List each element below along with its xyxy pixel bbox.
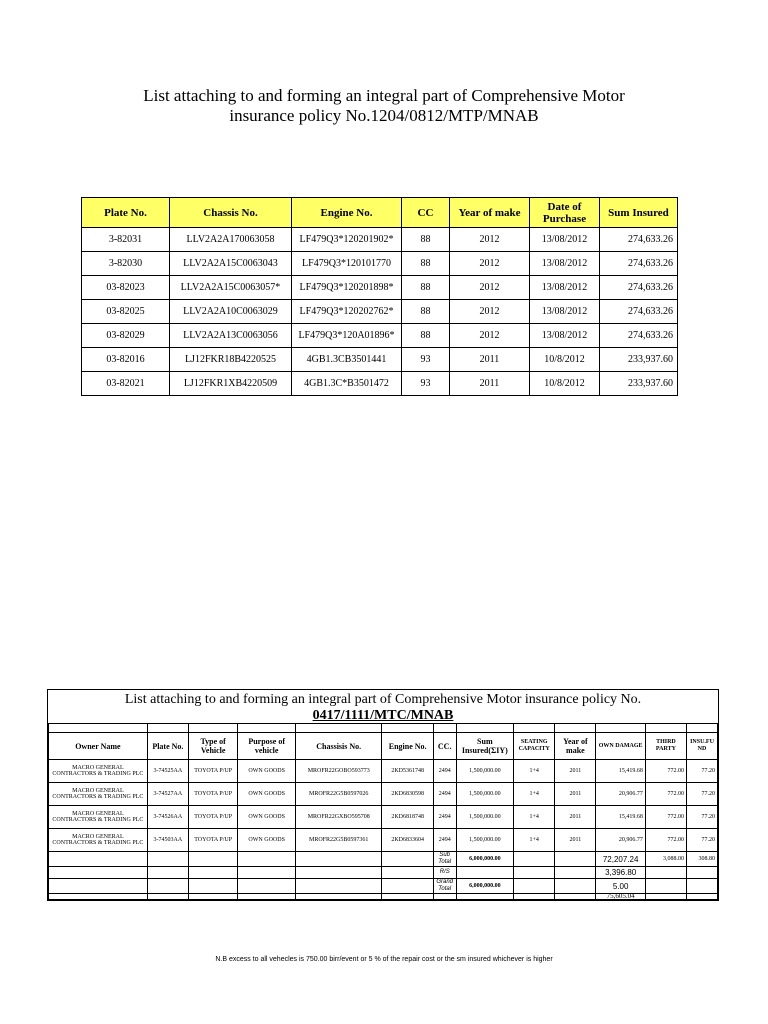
empty-cell	[295, 894, 381, 900]
cell-plate-no: 3-74525AA	[147, 760, 188, 783]
cell-sum-insured: 274,633.26	[600, 324, 678, 348]
header-own-damage: OWN DAMAGE	[596, 733, 645, 760]
empty-cell	[188, 894, 237, 900]
header-insu-fund: INSU.FU ND	[687, 733, 718, 760]
cell-chassis-no: LLV2A2A170063058	[170, 228, 292, 252]
rs-row	[49, 867, 718, 879]
cell-plate-no: 03-82023	[82, 276, 170, 300]
header-plate-no: Plate No.	[147, 733, 188, 760]
empty-cell	[147, 852, 188, 867]
cell-type-of-vehicle: TOYOTA P/UP	[188, 806, 237, 829]
empty-cell	[555, 894, 596, 900]
cell-chassis-no: MROFR22GXBO595708	[295, 806, 381, 829]
subtotal-label: Sub Total	[433, 852, 456, 867]
table-header-row	[49, 733, 718, 760]
cell-sum-insured: 233,937.60	[600, 348, 678, 372]
cell-type-of-vehicle: TOYOTA P/UP	[188, 760, 237, 783]
cell-own-damage: 15,419.68	[596, 760, 645, 783]
empty-cell	[382, 894, 433, 900]
cell-cc: 88	[402, 300, 450, 324]
empty-cell	[555, 867, 596, 879]
empty-cell	[188, 867, 237, 879]
cell-owner-name: MACRO GENERAL CONTRACTORS & TRADING PLC	[49, 829, 148, 852]
cell-insu-fund: 77.20	[687, 806, 718, 829]
table-row	[82, 300, 678, 324]
rs-label: R/S	[433, 867, 456, 879]
cell-sum-insured: 1,500,000.00	[456, 783, 514, 806]
final-total-row	[49, 894, 718, 900]
cell-engine-no: LF479Q3*120201902*	[292, 228, 402, 252]
cell-date-of-purchase: 13/08/2012	[530, 252, 600, 276]
grand-total-row	[49, 879, 718, 894]
policy-2-box	[47, 689, 719, 901]
cell-sum-insured: 1,500,000.00	[456, 806, 514, 829]
cell-purpose-of-vehicle: OWN GOODS	[238, 806, 296, 829]
cell-year-of-make: 2011	[450, 348, 530, 372]
cell-chassis-no: LJ12FKR1XB4220509	[170, 372, 292, 396]
cell-sum-insured: 274,633.26	[600, 228, 678, 252]
empty-cell	[382, 879, 433, 894]
cell-engine-no: 4GB1.3C*B3501472	[292, 372, 402, 396]
cell-sum-insured: 274,633.26	[600, 252, 678, 276]
cell-year-of-make: 2012	[450, 276, 530, 300]
cell-date-of-purchase: 10/8/2012	[530, 348, 600, 372]
excess-footnote: N.B excess to all vehecles is 750.00 birr/event or 5 % of the repair cost or the sm insured whichever is higher	[215, 956, 553, 963]
empty-cell	[147, 894, 188, 900]
cell-owner-name: MACRO GENERAL CONTRACTORS & TRADING PLC	[49, 760, 148, 783]
header-date-of-purchase: Date of Purchase	[530, 198, 600, 228]
cell-insu-fund: 77.20	[687, 829, 718, 852]
empty-cell	[49, 852, 148, 867]
cell-plate-no: 03-82029	[82, 324, 170, 348]
empty-cell	[49, 879, 148, 894]
subtotal-sum-insured: 6,000,000.00	[456, 852, 514, 867]
empty-cell	[238, 867, 296, 879]
cell-seating-capacity: 1+4	[514, 829, 555, 852]
cell-engine-no: 2KD6818748	[382, 806, 433, 829]
cell-seating-capacity: 1+4	[514, 783, 555, 806]
empty-cell	[645, 894, 686, 900]
cell-own-damage: 20,906.77	[596, 829, 645, 852]
cell-type-of-vehicle: TOYOTA P/UP	[188, 829, 237, 852]
cell-engine-no: LF479Q3*120201898*	[292, 276, 402, 300]
cell-date-of-purchase: 13/08/2012	[530, 300, 600, 324]
cell-engine-no: LF479Q3*120A01896*	[292, 324, 402, 348]
empty-cell	[687, 867, 718, 879]
cell-plate-no: 03-82021	[82, 372, 170, 396]
empty-cell	[456, 867, 514, 879]
header-year-of-make: Year of make	[555, 733, 596, 760]
header-engine-no: Engine No.	[382, 733, 433, 760]
cell-cc: 88	[402, 324, 450, 348]
cell-owner-name: MACRO GENERAL CONTRACTORS & TRADING PLC	[49, 806, 148, 829]
header-purpose-of-vehicle: Purpose of vehicle	[238, 733, 296, 760]
policy-1-table-body	[82, 228, 678, 396]
cell-plate-no: 3-74503AA	[147, 829, 188, 852]
cell-cc: 2494	[433, 829, 456, 852]
empty-cell	[514, 867, 555, 879]
cell-engine-no: LF479Q3*120202762*	[292, 300, 402, 324]
cell-seating-capacity: 1+4	[514, 760, 555, 783]
cell-own-damage: 20,906.77	[596, 783, 645, 806]
grand-total-label: Grand Total	[433, 879, 456, 894]
policy-1-title-line1: List attaching to and forming an integral part of Comprehensive Motor	[143, 86, 625, 105]
cell-type-of-vehicle: TOYOTA P/UP	[188, 783, 237, 806]
cell-year-of-make: 2011	[450, 372, 530, 396]
cell-year-of-make: 2011	[555, 806, 596, 829]
cell-date-of-purchase: 13/08/2012	[530, 324, 600, 348]
cell-cc: 88	[402, 276, 450, 300]
cell-own-damage: 15,419.68	[596, 806, 645, 829]
cell-plate-no: 3-74527AA	[147, 783, 188, 806]
header-sum-insured: Sum Insured	[600, 198, 678, 228]
cell-date-of-purchase: 13/08/2012	[530, 228, 600, 252]
header-plate-no: Plate No.	[82, 198, 170, 228]
empty-cell	[555, 879, 596, 894]
empty-cell	[382, 867, 433, 879]
policy-1-vehicle-table	[81, 197, 678, 396]
subtotal-own-damage: 72,207.24	[596, 852, 645, 867]
cell-engine-no: 2KD6830598	[382, 783, 433, 806]
cell-third-party: 772.00	[645, 760, 686, 783]
header-owner-name: Owner Name	[49, 733, 148, 760]
empty-cell	[687, 879, 718, 894]
table-row	[82, 348, 678, 372]
header-cc: CC	[402, 198, 450, 228]
empty-cell	[645, 879, 686, 894]
header-year-of-make: Year of make	[450, 198, 530, 228]
cell-cc: 88	[402, 228, 450, 252]
cell-purpose-of-vehicle: OWN GOODS	[238, 760, 296, 783]
empty-cell	[433, 894, 456, 900]
cell-year-of-make: 2012	[450, 324, 530, 348]
cell-year-of-make: 2011	[555, 760, 596, 783]
empty-cell	[382, 852, 433, 867]
header-cc: CC.	[433, 733, 456, 760]
empty-cell	[555, 852, 596, 867]
cell-cc: 2494	[433, 760, 456, 783]
cell-chassis-no: LLV2A2A15C0063043	[170, 252, 292, 276]
cell-sum-insured: 274,633.26	[600, 276, 678, 300]
cell-chassis-no: MROFR22GOBO593773	[295, 760, 381, 783]
empty-cell	[147, 879, 188, 894]
cell-purpose-of-vehicle: OWN GOODS	[238, 783, 296, 806]
cell-cc: 2494	[433, 806, 456, 829]
cell-purpose-of-vehicle: OWN GOODS	[238, 829, 296, 852]
policy-2-title	[48, 690, 718, 724]
empty-cell	[238, 879, 296, 894]
rs-value: 3,396.80	[596, 867, 645, 879]
table-row	[82, 324, 678, 348]
empty-cell	[295, 867, 381, 879]
cell-chassis-no: LLV2A2A15C0063057*	[170, 276, 292, 300]
cell-year-of-make: 2011	[555, 829, 596, 852]
header-chassis-no: Chassis No.	[170, 198, 292, 228]
cell-engine-no: 4GB1.3CB3501441	[292, 348, 402, 372]
cell-cc: 93	[402, 348, 450, 372]
cell-third-party: 772.00	[645, 806, 686, 829]
policy-1-title-line2: insurance policy No.1204/0812/MTP/MNAB	[229, 106, 539, 125]
cell-chassis-no: LLV2A2A13C0063056	[170, 324, 292, 348]
subtotal-insu-fund: 308.80	[687, 852, 718, 867]
header-third-party: THIRD PARTY	[645, 733, 686, 760]
cell-chassis-no: MROFR22G5B0597026	[295, 783, 381, 806]
table-row	[82, 372, 678, 396]
empty-cell	[645, 867, 686, 879]
cell-plate-no: 03-82025	[82, 300, 170, 324]
cell-chassis-no: LLV2A2A10C0063029	[170, 300, 292, 324]
empty-cell	[147, 867, 188, 879]
empty-cell	[49, 894, 148, 900]
empty-cell	[49, 867, 148, 879]
policy-2-table-body	[49, 724, 718, 900]
cell-plate-no: 3-82030	[82, 252, 170, 276]
cell-year-of-make: 2011	[555, 783, 596, 806]
cell-engine-no: 2KD6833604	[382, 829, 433, 852]
empty-cell	[514, 852, 555, 867]
cell-date-of-purchase: 10/8/2012	[530, 372, 600, 396]
empty-cell	[514, 879, 555, 894]
cell-cc: 2494	[433, 783, 456, 806]
cell-engine-no: 2KD5361748	[382, 760, 433, 783]
empty-cell	[295, 852, 381, 867]
policy-2-number: 0417/1111/MTC/MNAB	[312, 708, 454, 723]
table-row	[49, 829, 718, 852]
grand-total-sum-insured: 6,000,000.00	[456, 879, 514, 894]
header-sum-insured: Sum Insured(ΣΙΥ)	[456, 733, 514, 760]
subtotal-row	[49, 852, 718, 867]
empty-cell	[456, 894, 514, 900]
header-type-of-vehicle: Type of Vehicle	[188, 733, 237, 760]
empty-cell	[188, 879, 237, 894]
table-header-row	[82, 198, 678, 228]
cell-sum-insured: 1,500,000.00	[456, 829, 514, 852]
cell-sum-insured: 274,633.26	[600, 300, 678, 324]
empty-cell	[514, 894, 555, 900]
cell-engine-no: LF479Q3*120101770	[292, 252, 402, 276]
empty-cell	[295, 879, 381, 894]
cell-sum-insured: 1,500,000.00	[456, 760, 514, 783]
cell-year-of-make: 2012	[450, 228, 530, 252]
cell-year-of-make: 2012	[450, 300, 530, 324]
cell-third-party: 772.00	[645, 783, 686, 806]
table-row	[82, 252, 678, 276]
header-chassis-no: Chassisis No.	[295, 733, 381, 760]
table-row	[49, 783, 718, 806]
empty-cell	[687, 894, 718, 900]
cell-chassis-no: MROFR22G5B0597361	[295, 829, 381, 852]
empty-cell	[238, 894, 296, 900]
header-seating-capacity: SEATING CAPACITY	[514, 733, 555, 760]
cell-seating-capacity: 1+4	[514, 806, 555, 829]
table-row	[49, 760, 718, 783]
cell-date-of-purchase: 13/08/2012	[530, 276, 600, 300]
final-total-value: 75,605.04	[596, 894, 645, 900]
cell-cc: 88	[402, 252, 450, 276]
cell-chassis-no: LJ12FKR18B4220525	[170, 348, 292, 372]
table-row	[82, 228, 678, 252]
cell-insu-fund: 77.20	[687, 760, 718, 783]
cell-year-of-make: 2012	[450, 252, 530, 276]
cell-insu-fund: 77.20	[687, 783, 718, 806]
policy-1-title	[60, 86, 708, 126]
cell-owner-name: MACRO GENERAL CONTRACTORS & TRADING PLC	[49, 783, 148, 806]
cell-third-party: 772.00	[645, 829, 686, 852]
cell-cc: 93	[402, 372, 450, 396]
table-row	[82, 276, 678, 300]
spacer-row	[49, 724, 718, 733]
cell-sum-insured: 233,937.60	[600, 372, 678, 396]
policy-2-title-line1: List attaching to and forming an integral part of Comprehensive Motor insurance policy No.	[124, 692, 642, 707]
empty-cell	[188, 852, 237, 867]
empty-cell	[238, 852, 296, 867]
cell-plate-no: 3-82031	[82, 228, 170, 252]
grand-total-value: 5.00	[596, 879, 645, 894]
policy-2-vehicle-table	[48, 724, 718, 900]
table-row	[49, 806, 718, 829]
subtotal-third-party: 3,088.00	[645, 852, 686, 867]
cell-plate-no: 3-74526AA	[147, 806, 188, 829]
header-engine-no: Engine No.	[292, 198, 402, 228]
cell-plate-no: 03-82016	[82, 348, 170, 372]
